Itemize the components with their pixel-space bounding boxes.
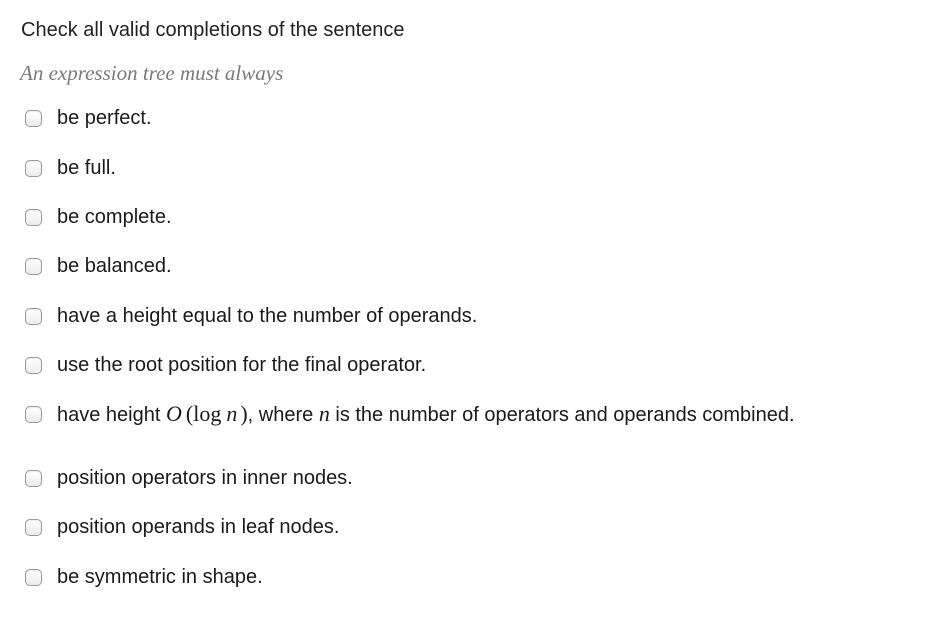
math-big-o: O <box>165 401 182 426</box>
checkbox[interactable] <box>25 406 42 423</box>
checkbox[interactable] <box>25 357 42 374</box>
checkbox[interactable] <box>25 258 42 275</box>
math-n-2: n <box>318 401 330 426</box>
option-be-complete[interactable] <box>25 204 172 230</box>
option-height-equals-operands[interactable] <box>25 303 477 329</box>
checkbox[interactable] <box>25 569 42 586</box>
option-label <box>57 401 795 427</box>
option-label: position operands in leaf nodes. <box>57 515 340 538</box>
option-root-final-operator[interactable] <box>25 352 426 378</box>
label-middle: , where <box>247 404 319 426</box>
checkbox[interactable] <box>25 160 42 177</box>
option-operands-leaf-nodes[interactable] <box>25 514 339 540</box>
option-label: be symmetric in shape. <box>57 565 263 588</box>
question-stem: An expression tree must always <box>20 61 284 85</box>
option-label: be balanced. <box>57 254 172 277</box>
option-label: be full. <box>57 156 116 179</box>
option-label: use the root position for the final operator. <box>57 353 427 376</box>
option-label: have a height equal to the number of operands. <box>57 304 478 327</box>
option-operators-inner-nodes[interactable] <box>25 465 353 491</box>
checkbox[interactable] <box>25 308 42 325</box>
label-suffix: is the number of operators and operands combined. <box>329 404 795 426</box>
math-open-paren: ( <box>185 401 194 426</box>
math-log: log <box>193 401 222 426</box>
checkbox[interactable] <box>25 110 42 127</box>
option-symmetric-shape[interactable] <box>25 564 263 590</box>
math-close-paren: ) <box>240 401 248 426</box>
option-label: be perfect. <box>57 106 152 129</box>
checkbox[interactable] <box>25 209 42 226</box>
option-be-balanced[interactable] <box>25 253 172 279</box>
option-label: position operators in inner nodes. <box>57 466 353 489</box>
option-be-full[interactable] <box>25 155 116 181</box>
checkbox[interactable] <box>25 519 42 536</box>
math-n: n <box>226 401 238 426</box>
option-be-perfect[interactable] <box>25 105 152 131</box>
question-title: Check all valid completions of the sentence <box>21 19 405 41</box>
label-prefix: have height <box>57 404 166 426</box>
checkbox[interactable] <box>25 470 42 487</box>
option-label: be complete. <box>57 205 172 228</box>
option-height-log-n[interactable] <box>25 401 795 427</box>
